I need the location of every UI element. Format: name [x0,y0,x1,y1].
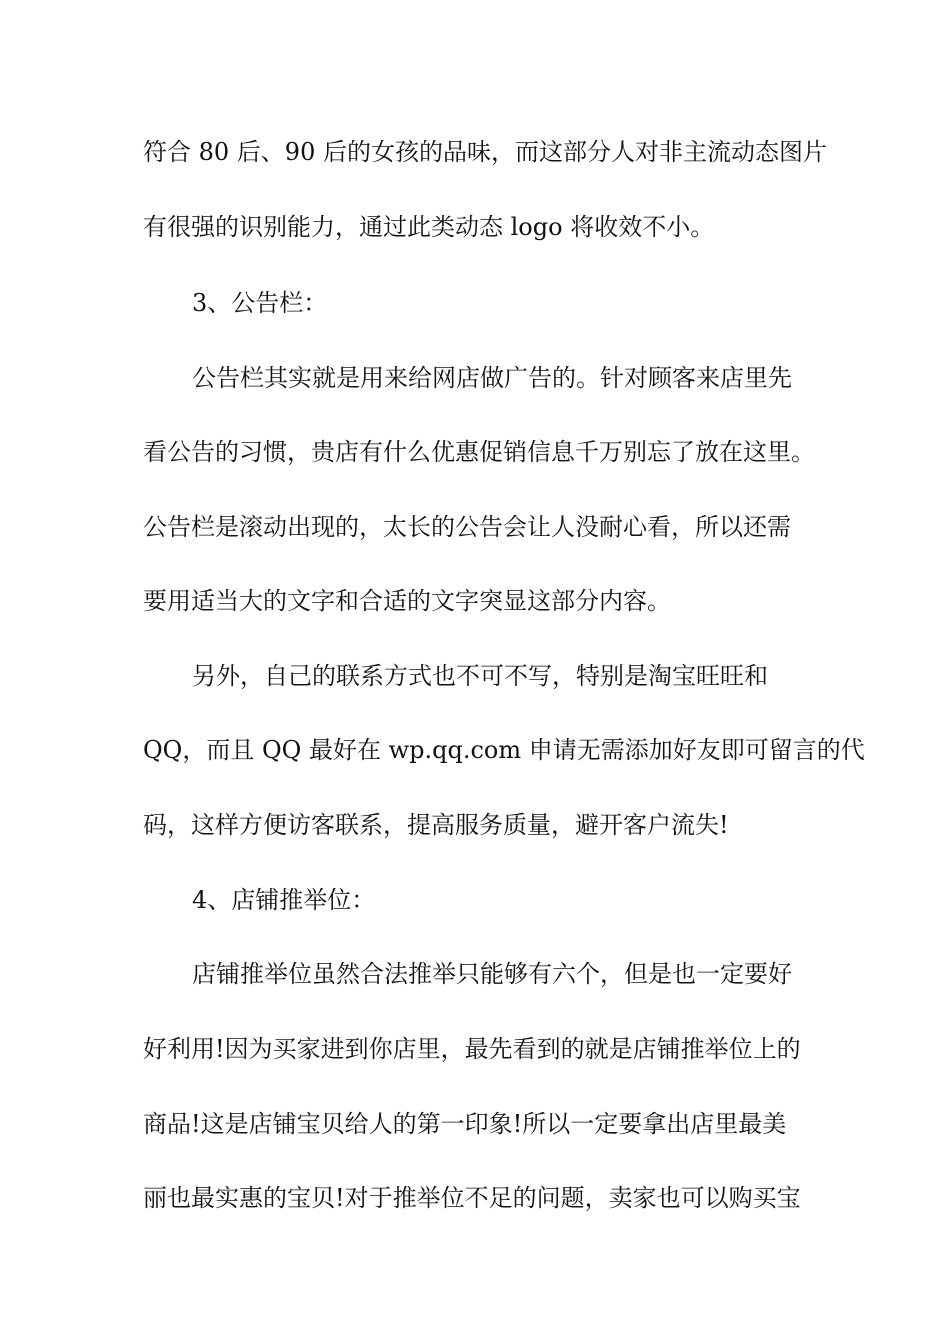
text-line-14: 商品!这是店铺宝贝给人的第一印象!所以一定要拿出店里最美 [143,1110,787,1138]
text-line-1: 符合 80 后、90 后的女孩的品味，而这部分人对非主流动态图片 [143,138,827,166]
text-line-4: 公告栏其实就是用来给网店做广告的。针对顾客来店里先 [192,364,792,392]
text-line-9: QQ，而且 QQ 最好在 wp.qq.com 申请无需添加好友即可留言的代 [143,736,865,764]
text-line-10: 码，这样方便访客联系，提高服务质量，避开客户流失! [143,811,729,839]
text-line-13: 好利用!因为买家进到你店里，最先看到的就是店铺推举位上的 [143,1035,801,1063]
section-heading-bulletin: 3、公告栏： [192,289,328,317]
text-line-2: 有很强的识别能力，通过此类动态 logo 将收效不小。 [143,213,715,241]
text-line-6: 公告栏是滚动出现的，太长的公告会让人没耐心看，所以还需 [143,513,791,541]
text-line-7: 要用适当大的文字和合适的文字突显这部分内容。 [143,587,671,615]
section-heading-shop-recommend: 4、店铺推举位： [192,886,376,914]
text-line-12: 店铺推举位虽然合法推举只能够有六个，但是也一定要好 [192,960,792,988]
text-line-15: 丽也最实惠的宝贝!对于推举位不足的问题，卖家也可以购买宝 [143,1184,801,1212]
text-line-5: 看公告的习惯，贵店有什么优惠促销信息千万别忘了放在这里。 [143,438,815,466]
text-line-8: 另外，自己的联系方式也不可不写，特别是淘宝旺旺和 [192,662,768,690]
